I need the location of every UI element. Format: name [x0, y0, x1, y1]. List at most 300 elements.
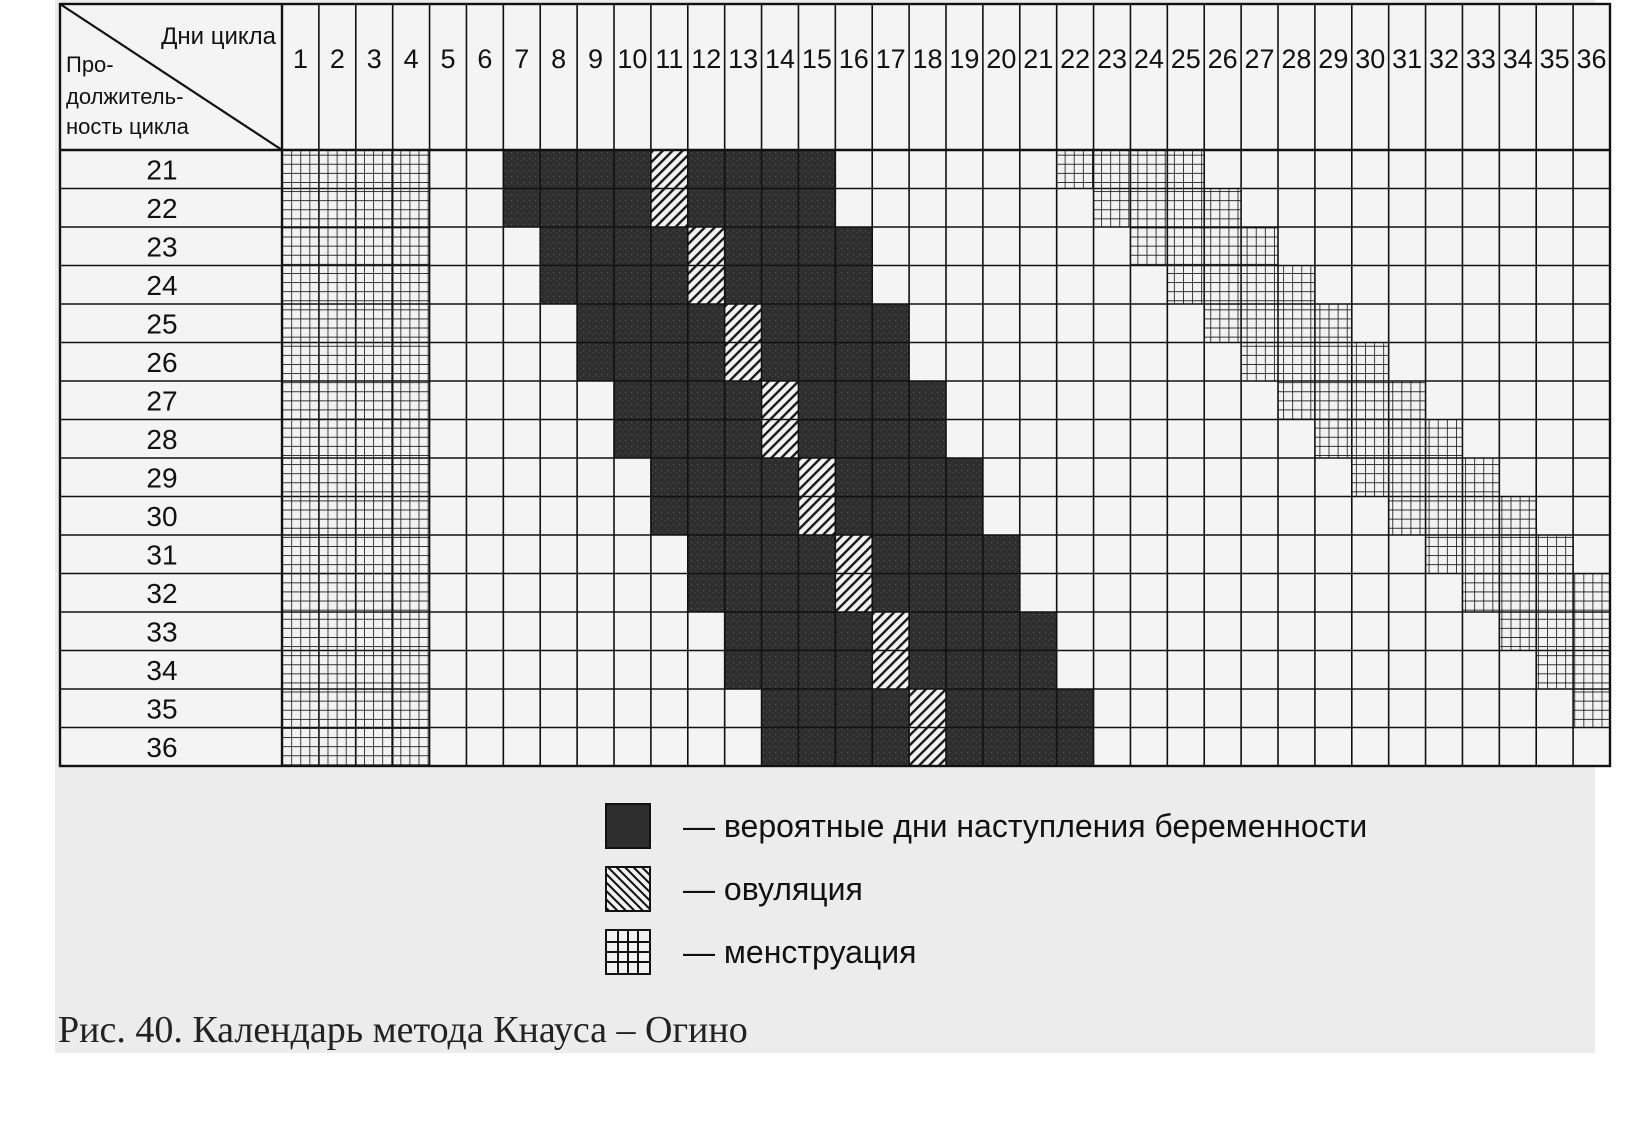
ovulation-swatch — [605, 866, 651, 912]
cell-fertile-cycle-35-day-21 — [1020, 689, 1057, 728]
day-label-10: 10 — [617, 44, 648, 74]
day-label-27: 27 — [1244, 44, 1275, 74]
cell-menstruation-cycle-21-day-4 — [393, 150, 430, 189]
cell-menstruation-cycle-23-day-26 — [1204, 227, 1241, 266]
cell-menstruation-cycle-34-day-35 — [1536, 651, 1573, 690]
cell-menstruation-cycle-33-day-35 — [1536, 612, 1573, 651]
cell-menstruation-cycle-32-day-4 — [393, 574, 430, 613]
cycle-label-22: 22 — [146, 192, 178, 224]
cell-menstruation-cycle-23-day-25 — [1167, 227, 1204, 266]
cell-fertile-cycle-21-day-12 — [688, 150, 725, 189]
cell-menstruation-cycle-26-day-4 — [393, 343, 430, 382]
corner-label-length-line: должитель- — [66, 84, 184, 109]
cell-fertile-cycle-33-day-13 — [725, 612, 762, 651]
cell-fertile-cycle-27-day-16 — [835, 381, 872, 420]
day-label-13: 13 — [728, 44, 759, 74]
cell-menstruation-cycle-34-day-2 — [319, 651, 356, 690]
cell-fertile-cycle-28-day-11 — [651, 420, 688, 459]
cell-menstruation-cycle-31-day-4 — [393, 535, 430, 574]
cell-menstruation-cycle-28-day-3 — [356, 420, 393, 459]
cell-fertile-cycle-26-day-12 — [688, 343, 725, 382]
cycle-label-24: 24 — [146, 269, 178, 301]
cell-fertile-cycle-27-day-17 — [872, 381, 909, 420]
cell-fertile-cycle-33-day-15 — [798, 612, 835, 651]
cell-fertile-cycle-35-day-14 — [762, 689, 799, 728]
cell-fertile-cycle-21-day-13 — [725, 150, 762, 189]
cell-fertile-cycle-28-day-13 — [725, 420, 762, 459]
cell-fertile-cycle-29-day-16 — [835, 458, 872, 497]
cell-menstruation-cycle-23-day-4 — [393, 227, 430, 266]
cell-fertile-cycle-22-day-13 — [725, 189, 762, 228]
cell-fertile-cycle-30-day-14 — [762, 497, 799, 536]
cell-fertile-cycle-36-day-16 — [835, 728, 872, 767]
cell-fertile-cycle-32-day-15 — [798, 574, 835, 613]
cell-fertile-cycle-30-day-11 — [651, 497, 688, 536]
cell-menstruation-cycle-24-day-3 — [356, 266, 393, 305]
cell-fertile-cycle-28-day-12 — [688, 420, 725, 459]
day-label-32: 32 — [1428, 44, 1460, 74]
cell-fertile-cycle-31-day-20 — [983, 535, 1020, 574]
cell-fertile-cycle-25-day-9 — [577, 304, 614, 343]
cell-ovulation-cycle-23-day-12 — [688, 227, 725, 266]
cell-menstruation-cycle-28-day-4 — [393, 420, 430, 459]
cell-menstruation-cycle-28-day-1 — [282, 420, 319, 459]
cell-menstruation-cycle-35-day-3 — [356, 689, 393, 728]
cell-fertile-cycle-26-day-11 — [651, 343, 688, 382]
cell-menstruation-cycle-31-day-35 — [1536, 535, 1573, 574]
cell-menstruation-cycle-30-day-4 — [393, 497, 430, 536]
cell-fertile-cycle-33-day-21 — [1020, 612, 1057, 651]
cell-menstruation-cycle-30-day-34 — [1499, 497, 1536, 536]
cell-fertile-cycle-25-day-14 — [762, 304, 799, 343]
day-label-30: 30 — [1355, 44, 1386, 74]
day-label-7: 7 — [514, 44, 530, 74]
cell-menstruation-cycle-22-day-23 — [1094, 189, 1131, 228]
cell-fertile-cycle-36-day-15 — [798, 728, 835, 767]
cell-fertile-cycle-22-day-10 — [614, 189, 651, 228]
cell-menstruation-cycle-32-day-2 — [319, 574, 356, 613]
day-label-29: 29 — [1318, 44, 1349, 74]
cell-fertile-cycle-29-day-14 — [762, 458, 799, 497]
cell-fertile-cycle-25-day-12 — [688, 304, 725, 343]
cell-fertile-cycle-21-day-15 — [798, 150, 835, 189]
cell-menstruation-cycle-22-day-2 — [319, 189, 356, 228]
day-label-1: 1 — [292, 44, 308, 74]
cell-menstruation-cycle-34-day-1 — [282, 651, 319, 690]
cycle-label-25: 25 — [146, 308, 178, 340]
cell-fertile-cycle-32-day-18 — [909, 574, 946, 613]
cell-menstruation-cycle-33-day-4 — [393, 612, 430, 651]
cell-fertile-cycle-29-day-12 — [688, 458, 725, 497]
cell-fertile-cycle-31-day-13 — [725, 535, 762, 574]
cell-fertile-cycle-22-day-9 — [577, 189, 614, 228]
cell-menstruation-cycle-26-day-1 — [282, 343, 319, 382]
cell-fertile-cycle-25-day-10 — [614, 304, 651, 343]
cell-menstruation-cycle-25-day-29 — [1315, 304, 1352, 343]
cycle-label-21: 21 — [146, 154, 178, 186]
cell-menstruation-cycle-23-day-2 — [319, 227, 356, 266]
cell-fertile-cycle-24-day-16 — [835, 266, 872, 305]
cell-fertile-cycle-34-day-13 — [725, 651, 762, 690]
cell-fertile-cycle-36-day-20 — [983, 728, 1020, 767]
cell-fertile-cycle-34-day-19 — [946, 651, 983, 690]
cell-menstruation-cycle-32-day-36 — [1573, 574, 1610, 613]
cell-menstruation-cycle-31-day-1 — [282, 535, 319, 574]
cell-menstruation-cycle-21-day-23 — [1094, 150, 1131, 189]
cell-menstruation-cycle-26-day-2 — [319, 343, 356, 382]
cell-fertile-cycle-23-day-15 — [798, 227, 835, 266]
cell-fertile-cycle-23-day-16 — [835, 227, 872, 266]
cell-menstruation-cycle-31-day-32 — [1426, 535, 1463, 574]
cell-fertile-cycle-27-day-13 — [725, 381, 762, 420]
cell-menstruation-cycle-21-day-3 — [356, 150, 393, 189]
cell-menstruation-cycle-30-day-31 — [1389, 497, 1426, 536]
cycle-label-30: 30 — [146, 500, 178, 532]
cell-fertile-cycle-24-day-8 — [540, 266, 577, 305]
cell-menstruation-cycle-28-day-30 — [1352, 420, 1389, 459]
cell-menstruation-cycle-29-day-31 — [1389, 458, 1426, 497]
cell-fertile-cycle-27-day-12 — [688, 381, 725, 420]
cell-menstruation-cycle-36-day-3 — [356, 728, 393, 767]
cell-menstruation-cycle-33-day-2 — [319, 612, 356, 651]
cell-menstruation-cycle-28-day-2 — [319, 420, 356, 459]
cell-fertile-cycle-26-day-9 — [577, 343, 614, 382]
cell-fertile-cycle-27-day-11 — [651, 381, 688, 420]
cell-menstruation-cycle-30-day-33 — [1462, 497, 1499, 536]
cell-menstruation-cycle-32-day-34 — [1499, 574, 1536, 613]
cell-fertile-cycle-26-day-15 — [798, 343, 835, 382]
cell-menstruation-cycle-32-day-33 — [1462, 574, 1499, 613]
cell-fertile-cycle-21-day-14 — [762, 150, 799, 189]
cell-fertile-cycle-22-day-7 — [503, 189, 540, 228]
cell-fertile-cycle-34-day-16 — [835, 651, 872, 690]
cell-fertile-cycle-31-day-12 — [688, 535, 725, 574]
cell-menstruation-cycle-23-day-3 — [356, 227, 393, 266]
day-label-28: 28 — [1281, 44, 1312, 74]
day-label-12: 12 — [691, 44, 722, 74]
cell-menstruation-cycle-31-day-33 — [1462, 535, 1499, 574]
cell-menstruation-cycle-25-day-28 — [1278, 304, 1315, 343]
cell-fertile-cycle-34-day-21 — [1020, 651, 1057, 690]
cell-menstruation-cycle-21-day-24 — [1130, 150, 1167, 189]
cell-fertile-cycle-29-day-17 — [872, 458, 909, 497]
cell-fertile-cycle-25-day-11 — [651, 304, 688, 343]
day-label-33: 33 — [1465, 44, 1496, 74]
cell-fertile-cycle-36-day-22 — [1057, 728, 1094, 767]
cell-menstruation-cycle-25-day-2 — [319, 304, 356, 343]
cell-menstruation-cycle-27-day-3 — [356, 381, 393, 420]
cell-fertile-cycle-32-day-19 — [946, 574, 983, 613]
cell-menstruation-cycle-29-day-2 — [319, 458, 356, 497]
cell-fertile-cycle-35-day-22 — [1057, 689, 1094, 728]
cell-menstruation-cycle-25-day-26 — [1204, 304, 1241, 343]
cell-menstruation-cycle-36-day-4 — [393, 728, 430, 767]
cell-menstruation-cycle-27-day-29 — [1315, 381, 1352, 420]
cell-fertile-cycle-35-day-19 — [946, 689, 983, 728]
cell-ovulation-cycle-29-day-15 — [798, 458, 835, 497]
cell-menstruation-cycle-24-day-4 — [393, 266, 430, 305]
day-label-20: 20 — [986, 44, 1017, 74]
cell-menstruation-cycle-26-day-29 — [1315, 343, 1352, 382]
legend-label-fertile: — вероятные дни наступления беременности — [683, 807, 1368, 844]
day-label-34: 34 — [1502, 44, 1533, 74]
cell-fertile-cycle-32-day-13 — [725, 574, 762, 613]
cell-fertile-cycle-27-day-18 — [909, 381, 946, 420]
cell-menstruation-cycle-26-day-3 — [356, 343, 393, 382]
day-label-36: 36 — [1576, 44, 1607, 74]
cell-menstruation-cycle-33-day-3 — [356, 612, 393, 651]
cell-fertile-cycle-25-day-17 — [872, 304, 909, 343]
day-label-16: 16 — [838, 44, 869, 74]
cell-menstruation-cycle-31-day-3 — [356, 535, 393, 574]
cell-menstruation-cycle-24-day-25 — [1167, 266, 1204, 305]
cell-fertile-cycle-29-day-19 — [946, 458, 983, 497]
corner-label-length-line: Про- — [66, 52, 114, 77]
cell-menstruation-cycle-32-day-35 — [1536, 574, 1573, 613]
day-label-23: 23 — [1096, 44, 1128, 74]
cell-fertile-cycle-34-day-18 — [909, 651, 946, 690]
corner-label-days: Дни цикла — [161, 23, 276, 50]
cell-menstruation-cycle-26-day-27 — [1241, 343, 1278, 382]
cell-fertile-cycle-30-day-17 — [872, 497, 909, 536]
cell-menstruation-cycle-33-day-36 — [1573, 612, 1610, 651]
legend-item-fertile — [605, 803, 1367, 849]
cell-menstruation-cycle-25-day-27 — [1241, 304, 1278, 343]
cell-menstruation-cycle-29-day-33 — [1462, 458, 1499, 497]
cell-menstruation-cycle-21-day-1 — [282, 150, 319, 189]
cell-menstruation-cycle-23-day-1 — [282, 227, 319, 266]
day-label-3: 3 — [366, 44, 382, 74]
day-label-19: 19 — [949, 44, 980, 74]
legend-label-ovulation: — овуляция — [683, 870, 863, 907]
cell-menstruation-cycle-21-day-2 — [319, 150, 356, 189]
cell-fertile-cycle-23-day-11 — [651, 227, 688, 266]
cell-menstruation-cycle-31-day-34 — [1499, 535, 1536, 574]
fertile-swatch — [605, 803, 651, 849]
cell-fertile-cycle-29-day-11 — [651, 458, 688, 497]
corner-label-length-line: ность цикла — [66, 114, 189, 139]
cell-menstruation-cycle-24-day-27 — [1241, 266, 1278, 305]
day-label-6: 6 — [477, 44, 493, 74]
cell-menstruation-cycle-34-day-4 — [393, 651, 430, 690]
cell-fertile-cycle-34-day-20 — [983, 651, 1020, 690]
cell-fertile-cycle-32-day-12 — [688, 574, 725, 613]
cycle-label-35: 35 — [146, 693, 178, 725]
cell-fertile-cycle-30-day-13 — [725, 497, 762, 536]
cell-fertile-cycle-24-day-9 — [577, 266, 614, 305]
cell-menstruation-cycle-22-day-25 — [1167, 189, 1204, 228]
day-label-11: 11 — [655, 44, 684, 74]
cell-fertile-cycle-32-day-20 — [983, 574, 1020, 613]
cell-ovulation-cycle-30-day-15 — [798, 497, 835, 536]
cell-menstruation-cycle-29-day-32 — [1426, 458, 1463, 497]
cell-fertile-cycle-30-day-16 — [835, 497, 872, 536]
cell-menstruation-cycle-25-day-4 — [393, 304, 430, 343]
cell-fertile-cycle-35-day-20 — [983, 689, 1020, 728]
cell-fertile-cycle-26-day-16 — [835, 343, 872, 382]
cell-fertile-cycle-36-day-19 — [946, 728, 983, 767]
legend-item-ovulation — [605, 866, 863, 912]
cycle-label-32: 32 — [146, 577, 178, 609]
cell-fertile-cycle-23-day-13 — [725, 227, 762, 266]
cell-fertile-cycle-28-day-15 — [798, 420, 835, 459]
cell-fertile-cycle-34-day-14 — [762, 651, 799, 690]
cell-fertile-cycle-23-day-10 — [614, 227, 651, 266]
cell-fertile-cycle-31-day-14 — [762, 535, 799, 574]
cell-ovulation-cycle-31-day-16 — [835, 535, 872, 574]
figure-caption: Рис. 40. Календарь метода Кнауса – Огино — [58, 1009, 748, 1051]
cell-fertile-cycle-28-day-17 — [872, 420, 909, 459]
cell-menstruation-cycle-35-day-1 — [282, 689, 319, 728]
cell-fertile-cycle-29-day-18 — [909, 458, 946, 497]
cell-fertile-cycle-24-day-13 — [725, 266, 762, 305]
cell-menstruation-cycle-25-day-1 — [282, 304, 319, 343]
cell-menstruation-cycle-32-day-3 — [356, 574, 393, 613]
cell-fertile-cycle-24-day-11 — [651, 266, 688, 305]
cell-fertile-cycle-31-day-17 — [872, 535, 909, 574]
cell-fertile-cycle-24-day-10 — [614, 266, 651, 305]
cell-fertile-cycle-25-day-15 — [798, 304, 835, 343]
cell-fertile-cycle-22-day-12 — [688, 189, 725, 228]
cell-menstruation-cycle-22-day-3 — [356, 189, 393, 228]
cell-fertile-cycle-27-day-10 — [614, 381, 651, 420]
cell-fertile-cycle-28-day-10 — [614, 420, 651, 459]
cell-menstruation-cycle-27-day-4 — [393, 381, 430, 420]
day-label-24: 24 — [1133, 44, 1164, 74]
cell-ovulation-cycle-32-day-16 — [835, 574, 872, 613]
cycle-label-28: 28 — [146, 423, 178, 455]
cell-menstruation-cycle-22-day-26 — [1204, 189, 1241, 228]
cell-menstruation-cycle-27-day-28 — [1278, 381, 1315, 420]
cell-fertile-cycle-32-day-17 — [872, 574, 909, 613]
cell-fertile-cycle-23-day-9 — [577, 227, 614, 266]
cell-menstruation-cycle-28-day-31 — [1389, 420, 1426, 459]
cell-menstruation-cycle-35-day-36 — [1573, 689, 1610, 728]
cell-fertile-cycle-35-day-17 — [872, 689, 909, 728]
cell-ovulation-cycle-24-day-12 — [688, 266, 725, 305]
cell-menstruation-cycle-28-day-32 — [1426, 420, 1463, 459]
cell-fertile-cycle-31-day-15 — [798, 535, 835, 574]
cell-ovulation-cycle-25-day-13 — [725, 304, 762, 343]
cell-fertile-cycle-22-day-8 — [540, 189, 577, 228]
cell-fertile-cycle-21-day-10 — [614, 150, 651, 189]
day-label-14: 14 — [764, 44, 796, 74]
cell-fertile-cycle-30-day-19 — [946, 497, 983, 536]
cell-menstruation-cycle-22-day-24 — [1130, 189, 1167, 228]
cell-fertile-cycle-21-day-7 — [503, 150, 540, 189]
day-label-9: 9 — [588, 44, 604, 74]
cell-menstruation-cycle-30-day-3 — [356, 497, 393, 536]
cell-fertile-cycle-33-day-14 — [762, 612, 799, 651]
cell-fertile-cycle-36-day-14 — [762, 728, 799, 767]
cell-fertile-cycle-26-day-10 — [614, 343, 651, 382]
cell-menstruation-cycle-35-day-4 — [393, 689, 430, 728]
cell-menstruation-cycle-25-day-3 — [356, 304, 393, 343]
cell-menstruation-cycle-35-day-2 — [319, 689, 356, 728]
cell-fertile-cycle-33-day-18 — [909, 612, 946, 651]
cell-fertile-cycle-23-day-8 — [540, 227, 577, 266]
cell-menstruation-cycle-27-day-2 — [319, 381, 356, 420]
cell-fertile-cycle-22-day-15 — [798, 189, 835, 228]
day-label-31: 31 — [1392, 44, 1423, 74]
cell-menstruation-cycle-34-day-3 — [356, 651, 393, 690]
cell-menstruation-cycle-29-day-1 — [282, 458, 319, 497]
cell-fertile-cycle-35-day-15 — [798, 689, 835, 728]
cell-fertile-cycle-26-day-17 — [872, 343, 909, 382]
cell-fertile-cycle-26-day-14 — [762, 343, 799, 382]
cell-menstruation-cycle-26-day-30 — [1352, 343, 1389, 382]
cell-menstruation-cycle-24-day-26 — [1204, 266, 1241, 305]
cell-menstruation-cycle-30-day-1 — [282, 497, 319, 536]
cell-fertile-cycle-33-day-19 — [946, 612, 983, 651]
day-label-2: 2 — [329, 44, 345, 74]
cell-menstruation-cycle-28-day-29 — [1315, 420, 1352, 459]
cell-menstruation-cycle-33-day-1 — [282, 612, 319, 651]
day-label-18: 18 — [912, 44, 943, 74]
cell-fertile-cycle-28-day-18 — [909, 420, 946, 459]
cycle-label-31: 31 — [146, 539, 178, 571]
cell-ovulation-cycle-33-day-17 — [872, 612, 909, 651]
legend-item-menstruation — [605, 929, 916, 975]
cell-menstruation-cycle-27-day-30 — [1352, 381, 1389, 420]
cell-menstruation-cycle-29-day-30 — [1352, 458, 1389, 497]
cycle-label-33: 33 — [146, 616, 178, 648]
cell-menstruation-cycle-24-day-1 — [282, 266, 319, 305]
cycle-label-26: 26 — [146, 346, 178, 378]
cell-fertile-cycle-22-day-14 — [762, 189, 799, 228]
cell-menstruation-cycle-22-day-4 — [393, 189, 430, 228]
cell-menstruation-cycle-36-day-2 — [319, 728, 356, 767]
cell-fertile-cycle-23-day-14 — [762, 227, 799, 266]
cycle-label-36: 36 — [146, 731, 178, 763]
cell-ovulation-cycle-28-day-14 — [762, 420, 799, 459]
cell-menstruation-cycle-33-day-34 — [1499, 612, 1536, 651]
cell-menstruation-cycle-27-day-31 — [1389, 381, 1426, 420]
cycle-label-34: 34 — [146, 654, 178, 686]
cell-fertile-cycle-33-day-20 — [983, 612, 1020, 651]
cell-menstruation-cycle-30-day-32 — [1426, 497, 1463, 536]
day-label-17: 17 — [875, 44, 906, 74]
cell-menstruation-cycle-24-day-28 — [1278, 266, 1315, 305]
cell-fertile-cycle-30-day-18 — [909, 497, 946, 536]
cell-menstruation-cycle-21-day-25 — [1167, 150, 1204, 189]
cell-fertile-cycle-35-day-16 — [835, 689, 872, 728]
menstruation-swatch — [605, 929, 651, 975]
cell-fertile-cycle-24-day-15 — [798, 266, 835, 305]
cell-fertile-cycle-29-day-13 — [725, 458, 762, 497]
day-label-35: 35 — [1539, 44, 1570, 74]
cell-menstruation-cycle-34-day-36 — [1573, 651, 1610, 690]
cell-menstruation-cycle-23-day-24 — [1130, 227, 1167, 266]
day-label-8: 8 — [551, 44, 567, 74]
cell-menstruation-cycle-23-day-27 — [1241, 227, 1278, 266]
cell-menstruation-cycle-30-day-2 — [319, 497, 356, 536]
cell-fertile-cycle-34-day-15 — [798, 651, 835, 690]
cell-fertile-cycle-21-day-9 — [577, 150, 614, 189]
cell-fertile-cycle-21-day-8 — [540, 150, 577, 189]
cell-fertile-cycle-28-day-16 — [835, 420, 872, 459]
cell-menstruation-cycle-22-day-1 — [282, 189, 319, 228]
cell-fertile-cycle-31-day-18 — [909, 535, 946, 574]
cell-menstruation-cycle-24-day-2 — [319, 266, 356, 305]
cell-menstruation-cycle-31-day-2 — [319, 535, 356, 574]
cell-fertile-cycle-36-day-17 — [872, 728, 909, 767]
cell-menstruation-cycle-21-day-22 — [1057, 150, 1094, 189]
cell-menstruation-cycle-26-day-28 — [1278, 343, 1315, 382]
cell-menstruation-cycle-29-day-3 — [356, 458, 393, 497]
cell-ovulation-cycle-26-day-13 — [725, 343, 762, 382]
cell-fertile-cycle-27-day-15 — [798, 381, 835, 420]
